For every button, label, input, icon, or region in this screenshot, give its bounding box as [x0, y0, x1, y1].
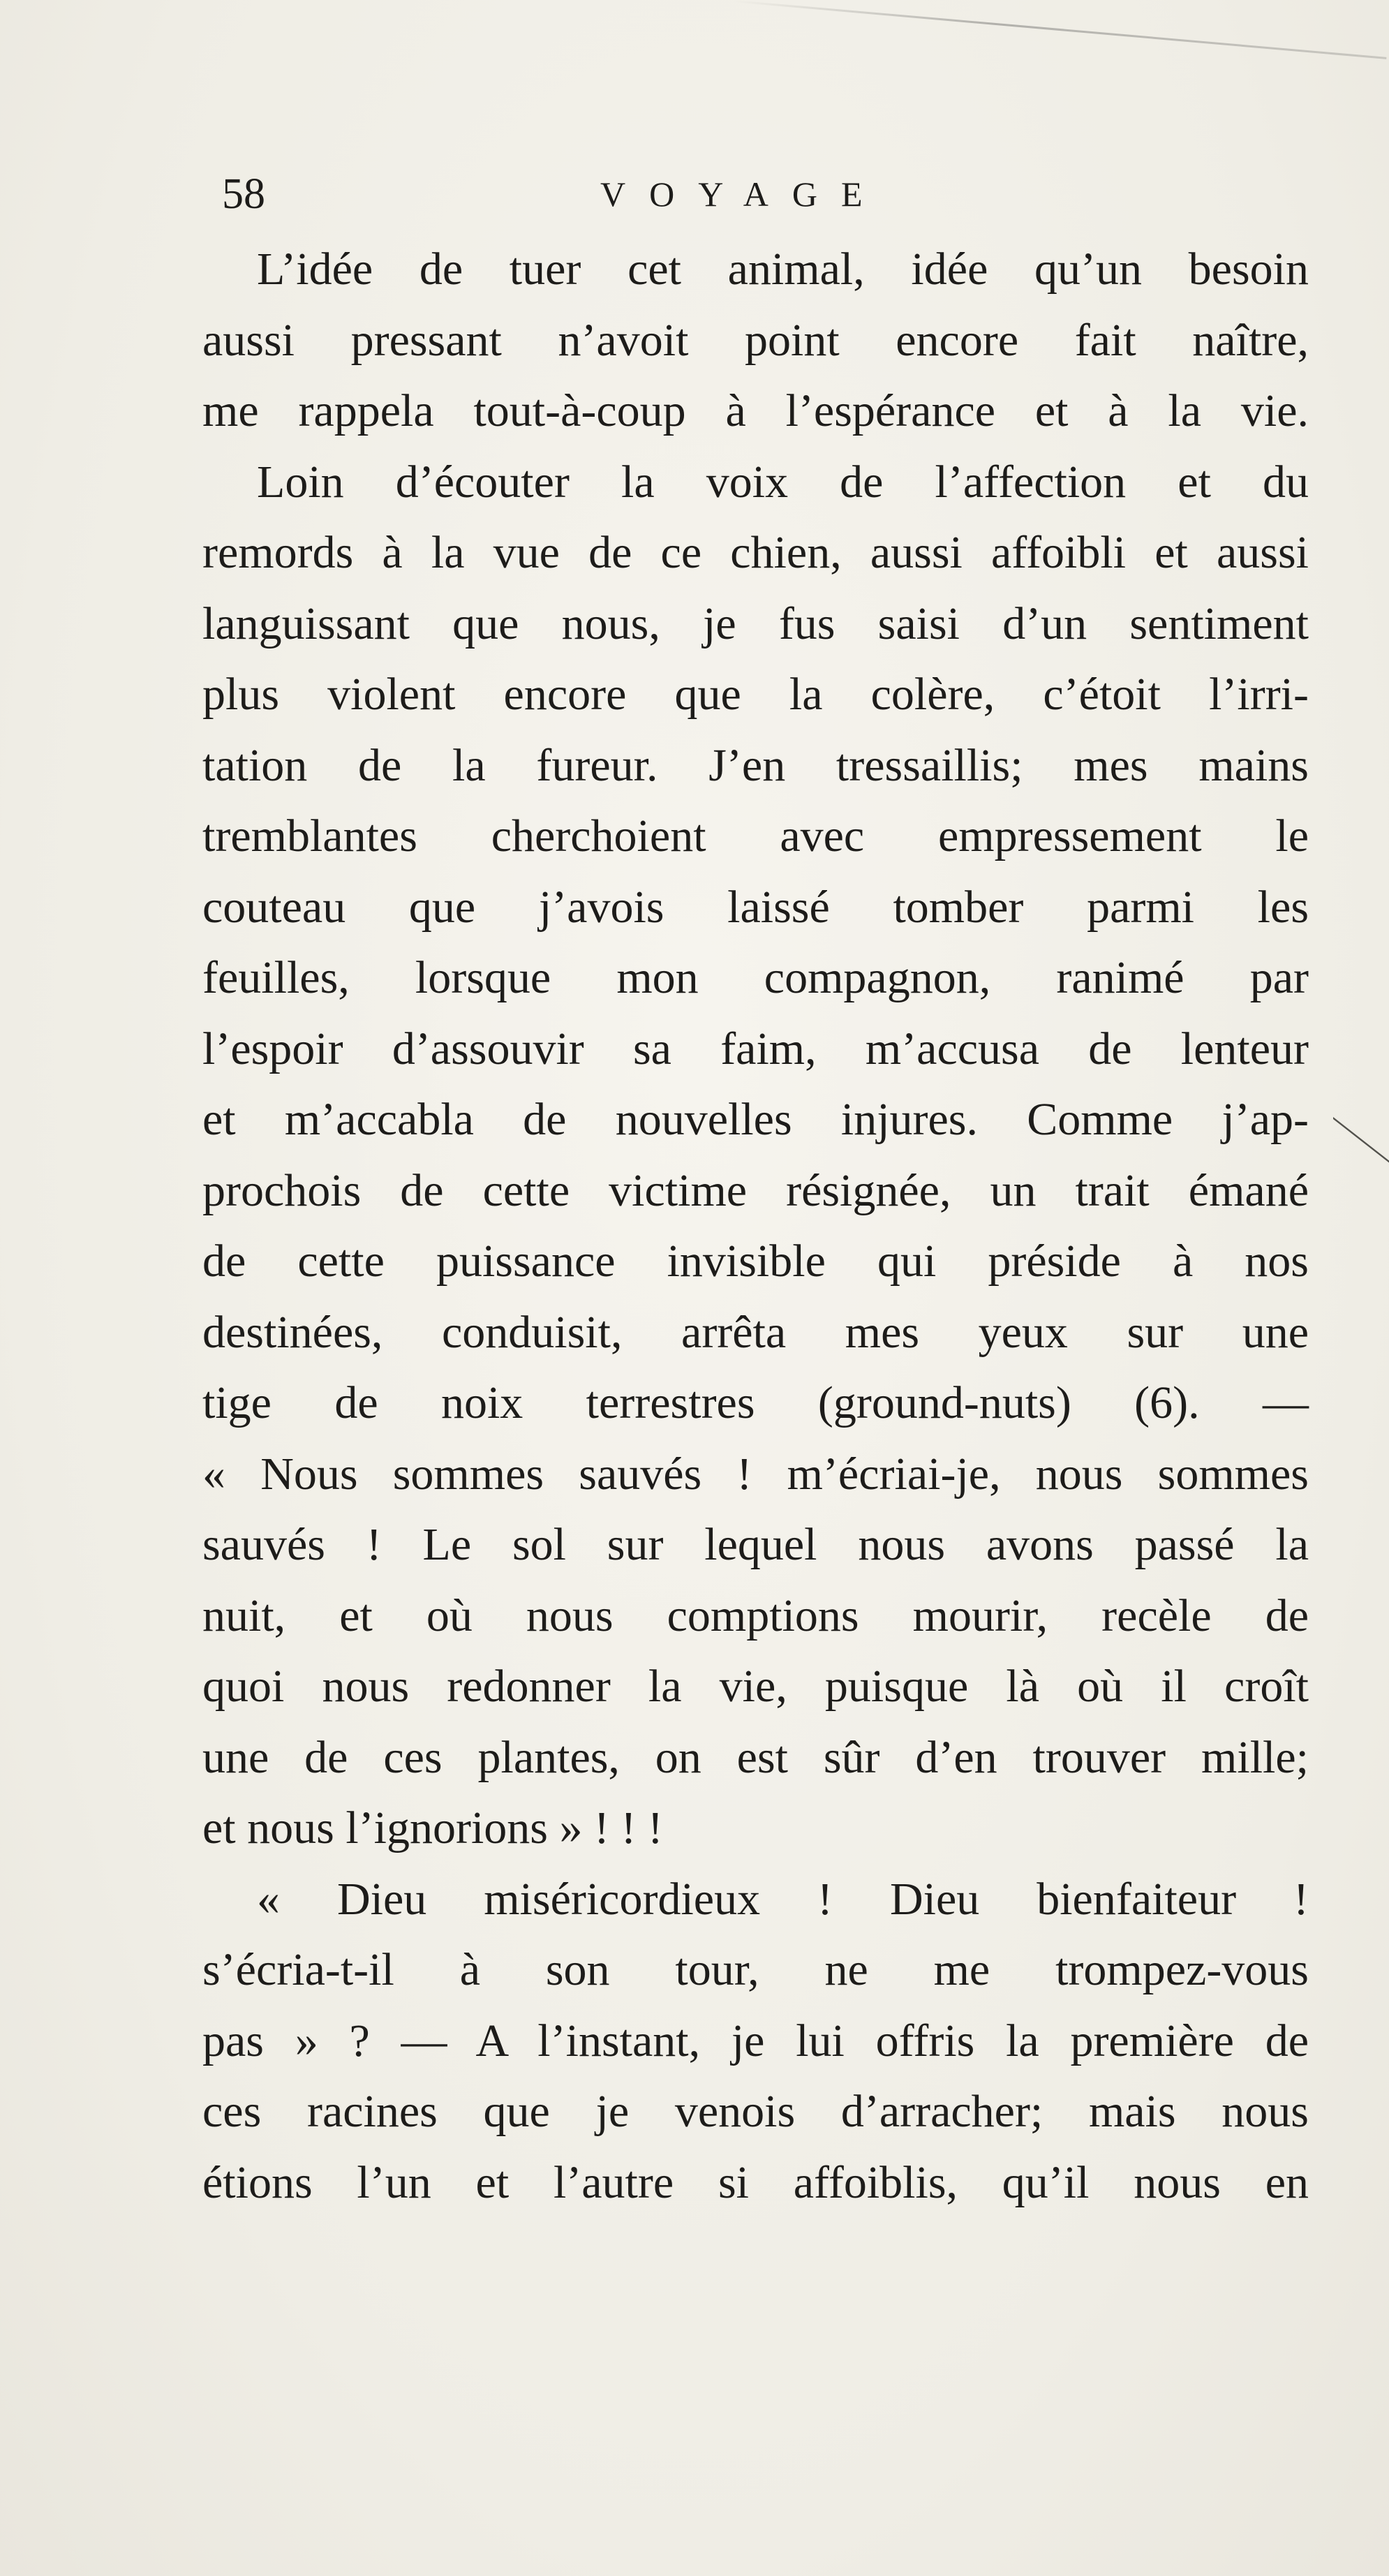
text-line: plus violent encore que la colère, c’étoit l’irri- [202, 669, 1309, 720]
body-text [202, 234, 1309, 2218]
paragraph-2 [202, 447, 1309, 1864]
paragraph-1 [202, 234, 1309, 447]
paper-scratch [733, 0, 1387, 59]
text-line: sauvés ! Le sol sur lequel nous avons passé la [202, 1519, 1309, 1570]
text-line: L’idée de tuer cet animal, idée qu’un besoin [257, 244, 1309, 295]
margin-ink-mark [1333, 1117, 1389, 1303]
text-line: de cette puissance invisible qui préside à nos [202, 1236, 1309, 1287]
text-line: quoi nous redonner la vie, puisque là où il croît [202, 1661, 1309, 1712]
text-line: l’espoir d’assouvir sa faim, m’accusa de lenteur [202, 1023, 1309, 1074]
text-line: couteau que j’avois laissé tomber parmi les [202, 881, 1309, 933]
running-head: VOYAGE [600, 175, 886, 214]
text-line: destinées, conduisit, arrêta mes yeux sur une [202, 1306, 1309, 1358]
text-line: aussi pressant n’avoit point encore fait naître, [202, 314, 1309, 366]
text-line: languissant que nous, je fus saisi d’un sentiment [202, 598, 1309, 649]
text-line: une de ces plantes, on est sûr d’en trouver mille; [202, 1731, 1309, 1783]
text-line: me rappela tout-à-coup à l’espérance et à la vie. [202, 385, 1309, 436]
text-line: tremblantes cherchoient avec empressement le [202, 810, 1309, 861]
text-line: « Dieu miséricordieux ! Dieu bienfaiteur ! [257, 1873, 1309, 1925]
text-line: prochois de cette victime résignée, un trait émané [202, 1164, 1309, 1216]
page-number: 58 [222, 170, 265, 218]
text-line: tation de la fureur. J’en tressaillis; mes mains [202, 739, 1309, 791]
text-line: nuit, et où nous comptions mourir, recèle de [202, 1590, 1309, 1641]
text-line: étions l’un et l’autre si affoiblis, qu’il nous en [202, 2156, 1309, 2208]
text-line: ces racines que je venois d’arracher; mais nous [202, 2086, 1309, 2137]
text-line: s’écria-t-il à son tour, ne me trompez-vous [202, 1944, 1309, 1995]
text-line: et m’accabla de nouvelles injures. Comme j’ap- [202, 1094, 1309, 1145]
text-line: et nous l’ignorions » ! ! ! [202, 1803, 663, 1853]
text-line: pas » ? — A l’instant, je lui offris la première de [202, 2015, 1309, 2066]
page-header [209, 159, 1312, 229]
paragraph-3 [202, 1864, 1309, 2219]
text-line: tige de noix terrestres (ground-nuts) (6). — [202, 1377, 1309, 1428]
text-line: « Nous sommes sauvés ! m’écriai-je, nous sommes [202, 1448, 1309, 1500]
text-line: remords à la vue de ce chien, aussi affoibli et aussi [202, 527, 1309, 578]
text-line: Loin d’écouter la voix de l’affection et du [257, 456, 1309, 508]
text-line: feuilles, lorsque mon compagnon, ranimé par [202, 952, 1309, 1003]
